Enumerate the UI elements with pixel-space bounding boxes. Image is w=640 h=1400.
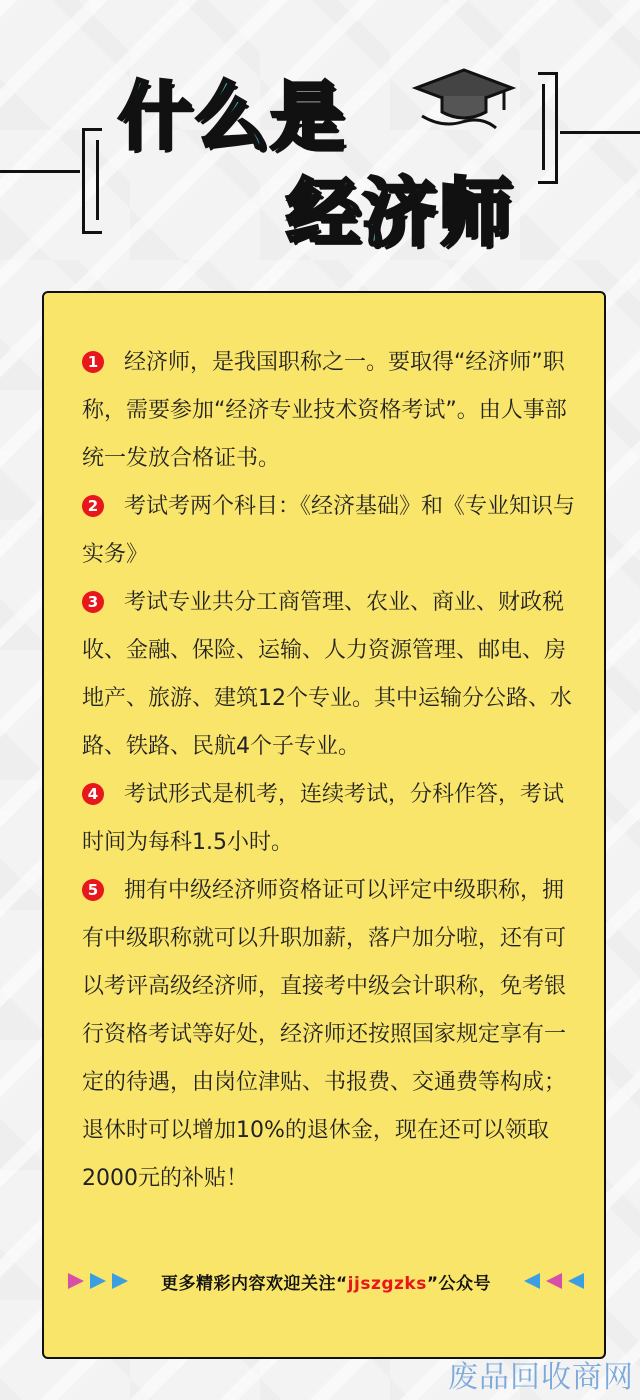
triangle-right-icon	[90, 1273, 106, 1289]
graduation-cap-icon	[412, 66, 516, 136]
footer-suffix: ”公众号	[426, 1273, 492, 1294]
number-badge-3: 3	[82, 591, 104, 613]
watermark: 废品回收商网	[448, 1360, 634, 1395]
triangle-right-icon	[112, 1273, 128, 1289]
title-word-shi2: 师	[438, 170, 514, 256]
title-word-jing: 经	[286, 170, 362, 256]
deco-line-left-horizontal	[0, 170, 80, 173]
list-item-4	[82, 771, 582, 867]
number-badge-2: 2	[82, 495, 104, 517]
deco-line-right-horizontal	[560, 131, 640, 134]
footer-account: jjszgzks	[347, 1273, 427, 1294]
deco-bracket-left-top	[82, 128, 102, 131]
list-item-5	[82, 867, 582, 1203]
footer-follow-text	[161, 1269, 491, 1294]
title-line-2	[286, 168, 514, 258]
number-badge-4: 4	[82, 783, 104, 805]
footer-row	[68, 1261, 584, 1301]
list-item-3	[82, 579, 582, 771]
info-card	[42, 291, 606, 1359]
title-line-1	[118, 72, 346, 162]
footer-prefix: 更多精彩内容欢迎关注“	[160, 1273, 348, 1294]
triangles-right	[524, 1273, 584, 1289]
item-text-2: 考试考两个科目：《经济基础》和《专业知识与实务》	[82, 494, 576, 567]
deco-bracket-right-inner	[542, 84, 545, 170]
triangle-right-icon	[68, 1273, 84, 1289]
title-word-shi: 是	[270, 74, 346, 160]
deco-bracket-right-top	[538, 72, 558, 75]
item-text-1: 经济师，是我国职称之一。要取得“经济师”职称，需要参加“经济专业技术资格考试”。由人事部统一发放合格证书。	[82, 350, 567, 471]
list-item-1	[82, 339, 582, 483]
deco-bracket-right-vertical	[555, 72, 558, 184]
title-word-shenme: 什么	[118, 74, 270, 160]
item-text-5: 拥有中级经济师资格证可以评定中级职称，拥有中级职称就可以升职加薪，落户加分啦，还有可以考评高级经济师，直接考中级会计职称，免考银行资格考试等好处，经济师还按照国家规定享有一定的待遇，由岗位津贴、书报费、交通费等构成；退休时可以增加10%的退休金，现在还可以领取2000元的补贴！	[82, 878, 567, 1191]
deco-bracket-left-bottom	[82, 231, 102, 234]
item-text-3: 考试专业共分工商管理、农业、商业、财政税收、金融、保险、运输、人力资源管理、邮电、房地产、旅游、建筑12个专业。其中运输分公路、水路、铁路、民航4个子专业。	[82, 590, 572, 759]
number-badge-1: 1	[82, 351, 104, 373]
item-text-4: 考试形式是机考，连续考试，分科作答，考试时间为每科1.5小时。	[82, 782, 565, 855]
deco-bracket-left-vertical	[82, 128, 85, 234]
triangle-left-icon	[524, 1273, 540, 1289]
title-word-ji: 济	[362, 170, 438, 256]
triangles-left	[68, 1273, 128, 1289]
deco-bracket-left-inner	[96, 140, 99, 220]
triangle-left-icon	[546, 1273, 562, 1289]
deco-bracket-right-bottom	[538, 181, 558, 184]
number-badge-5: 5	[82, 879, 104, 901]
list-item-2	[82, 483, 582, 579]
triangle-left-icon	[568, 1273, 584, 1289]
